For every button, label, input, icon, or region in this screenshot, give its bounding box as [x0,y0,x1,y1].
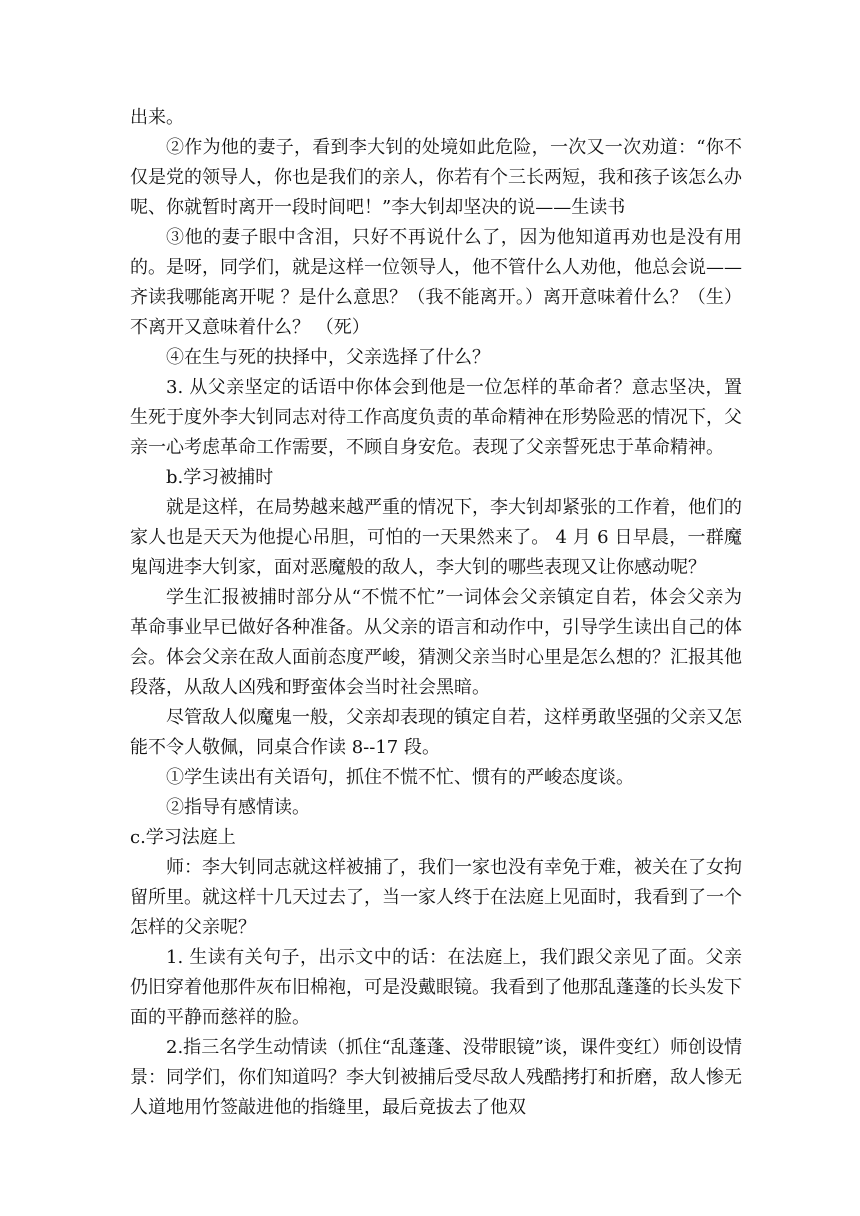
paragraph: 就是这样，在局势越来越严重的情况下，李大钊却紧张的工作着，他们的家人也是天天为他提心吊胆，可怕的一天果然来了。 4 月 6 日早晨，一群魔鬼闯进李大钊家，面对恶魔般的敌人，李大钊的哪些表现又让你感动呢？ [130,497,742,578]
paragraph: 2.指三名学生动情读（抓住“乱蓬蓬、没带眼镜”谈，课件变红）师创设情景：同学们，你们知道吗？李大钊被捕后受尽敌人残酷拷打和折磨，敌人惨无人道地用竹签敲进他的指缝里，最后竟拔去了他双 [130,1037,742,1118]
paragraph: ③他的妻子眼中含泪，只好不再说什么了，因为他知道再劝也是没有用的。是呀，同学们，就是这样一位领导人，他不管什么人劝他，他总会说——齐读我哪能离开呢 ？是什么意思？（我不能离开。）离开意味着什么？（生） 不离开又意味着什么？ （死） [130,227,742,338]
paragraph: ①学生读出有关语句，抓住不慌不忙、惯有的严峻态度谈。 [166,767,634,788]
paragraph: 1. 生读有关句子，出示文中的话：在法庭上，我们跟父亲见了面。父亲仍旧穿着他那件灰布旧棉袍，可是没戴眼镜。我看到了他那乱蓬蓬的长头发下面的平静而慈祥的脸。 [130,947,742,1028]
paragraph: 尽管敌人似魔鬼一般，父亲却表现的镇定自若，这样勇敢坚强的父亲又怎能不令人敬佩，同桌合作读 8--17 段。 [130,707,742,758]
paragraph: 出来。 [130,107,184,128]
paragraph: 师：李大钊同志就这样被捕了，我们一家也没有幸免于难，被关在了女拘留所里。就这样十几天过去了，当一家人终于在法庭上见面时，我看到了一个怎样的父亲呢？ [130,857,742,938]
paragraph: 3. 从父亲坚定的话语中你体会到他是一位怎样的革命者？意志坚决，置生死于度外李大钊同志对待工作高度负责的革命精神在形势险恶的情况下，父亲一心考虑革命工作需要，不顾自身安危。表现了父亲誓死忠于革命精神。 [130,377,742,458]
document-body [130,103,742,1123]
paragraph: ④在生与死的抉择中，父亲选择了什么？ [166,347,490,368]
paragraph: 学生汇报被捕时部分从“不慌不忙”一词体会父亲镇定自若，体会父亲为革命事业早已做好各种准备。从父亲的语言和动作中，引导学生读出自己的体会。体会父亲在敌人面前态度严峻，猜测父亲当时心里是怎么想的？汇报其他段落，从敌人凶残和野蛮体会当时社会黑暗。 [130,587,742,698]
paragraph: ②作为他的妻子，看到李大钊的处境如此危险，一次又一次劝道：“你不仅是党的领导人，你也是我们的亲人，你若有个三长两短，我和孩子该怎么办呢、你就暂时离开一段时间吧！”李大钊却坚决的说——生读书 [130,137,742,218]
paragraph: ②指导有感情读。 [166,797,310,818]
section-heading: c.学习法庭上 [130,827,236,848]
section-heading: b.学习被捕时 [166,467,274,488]
